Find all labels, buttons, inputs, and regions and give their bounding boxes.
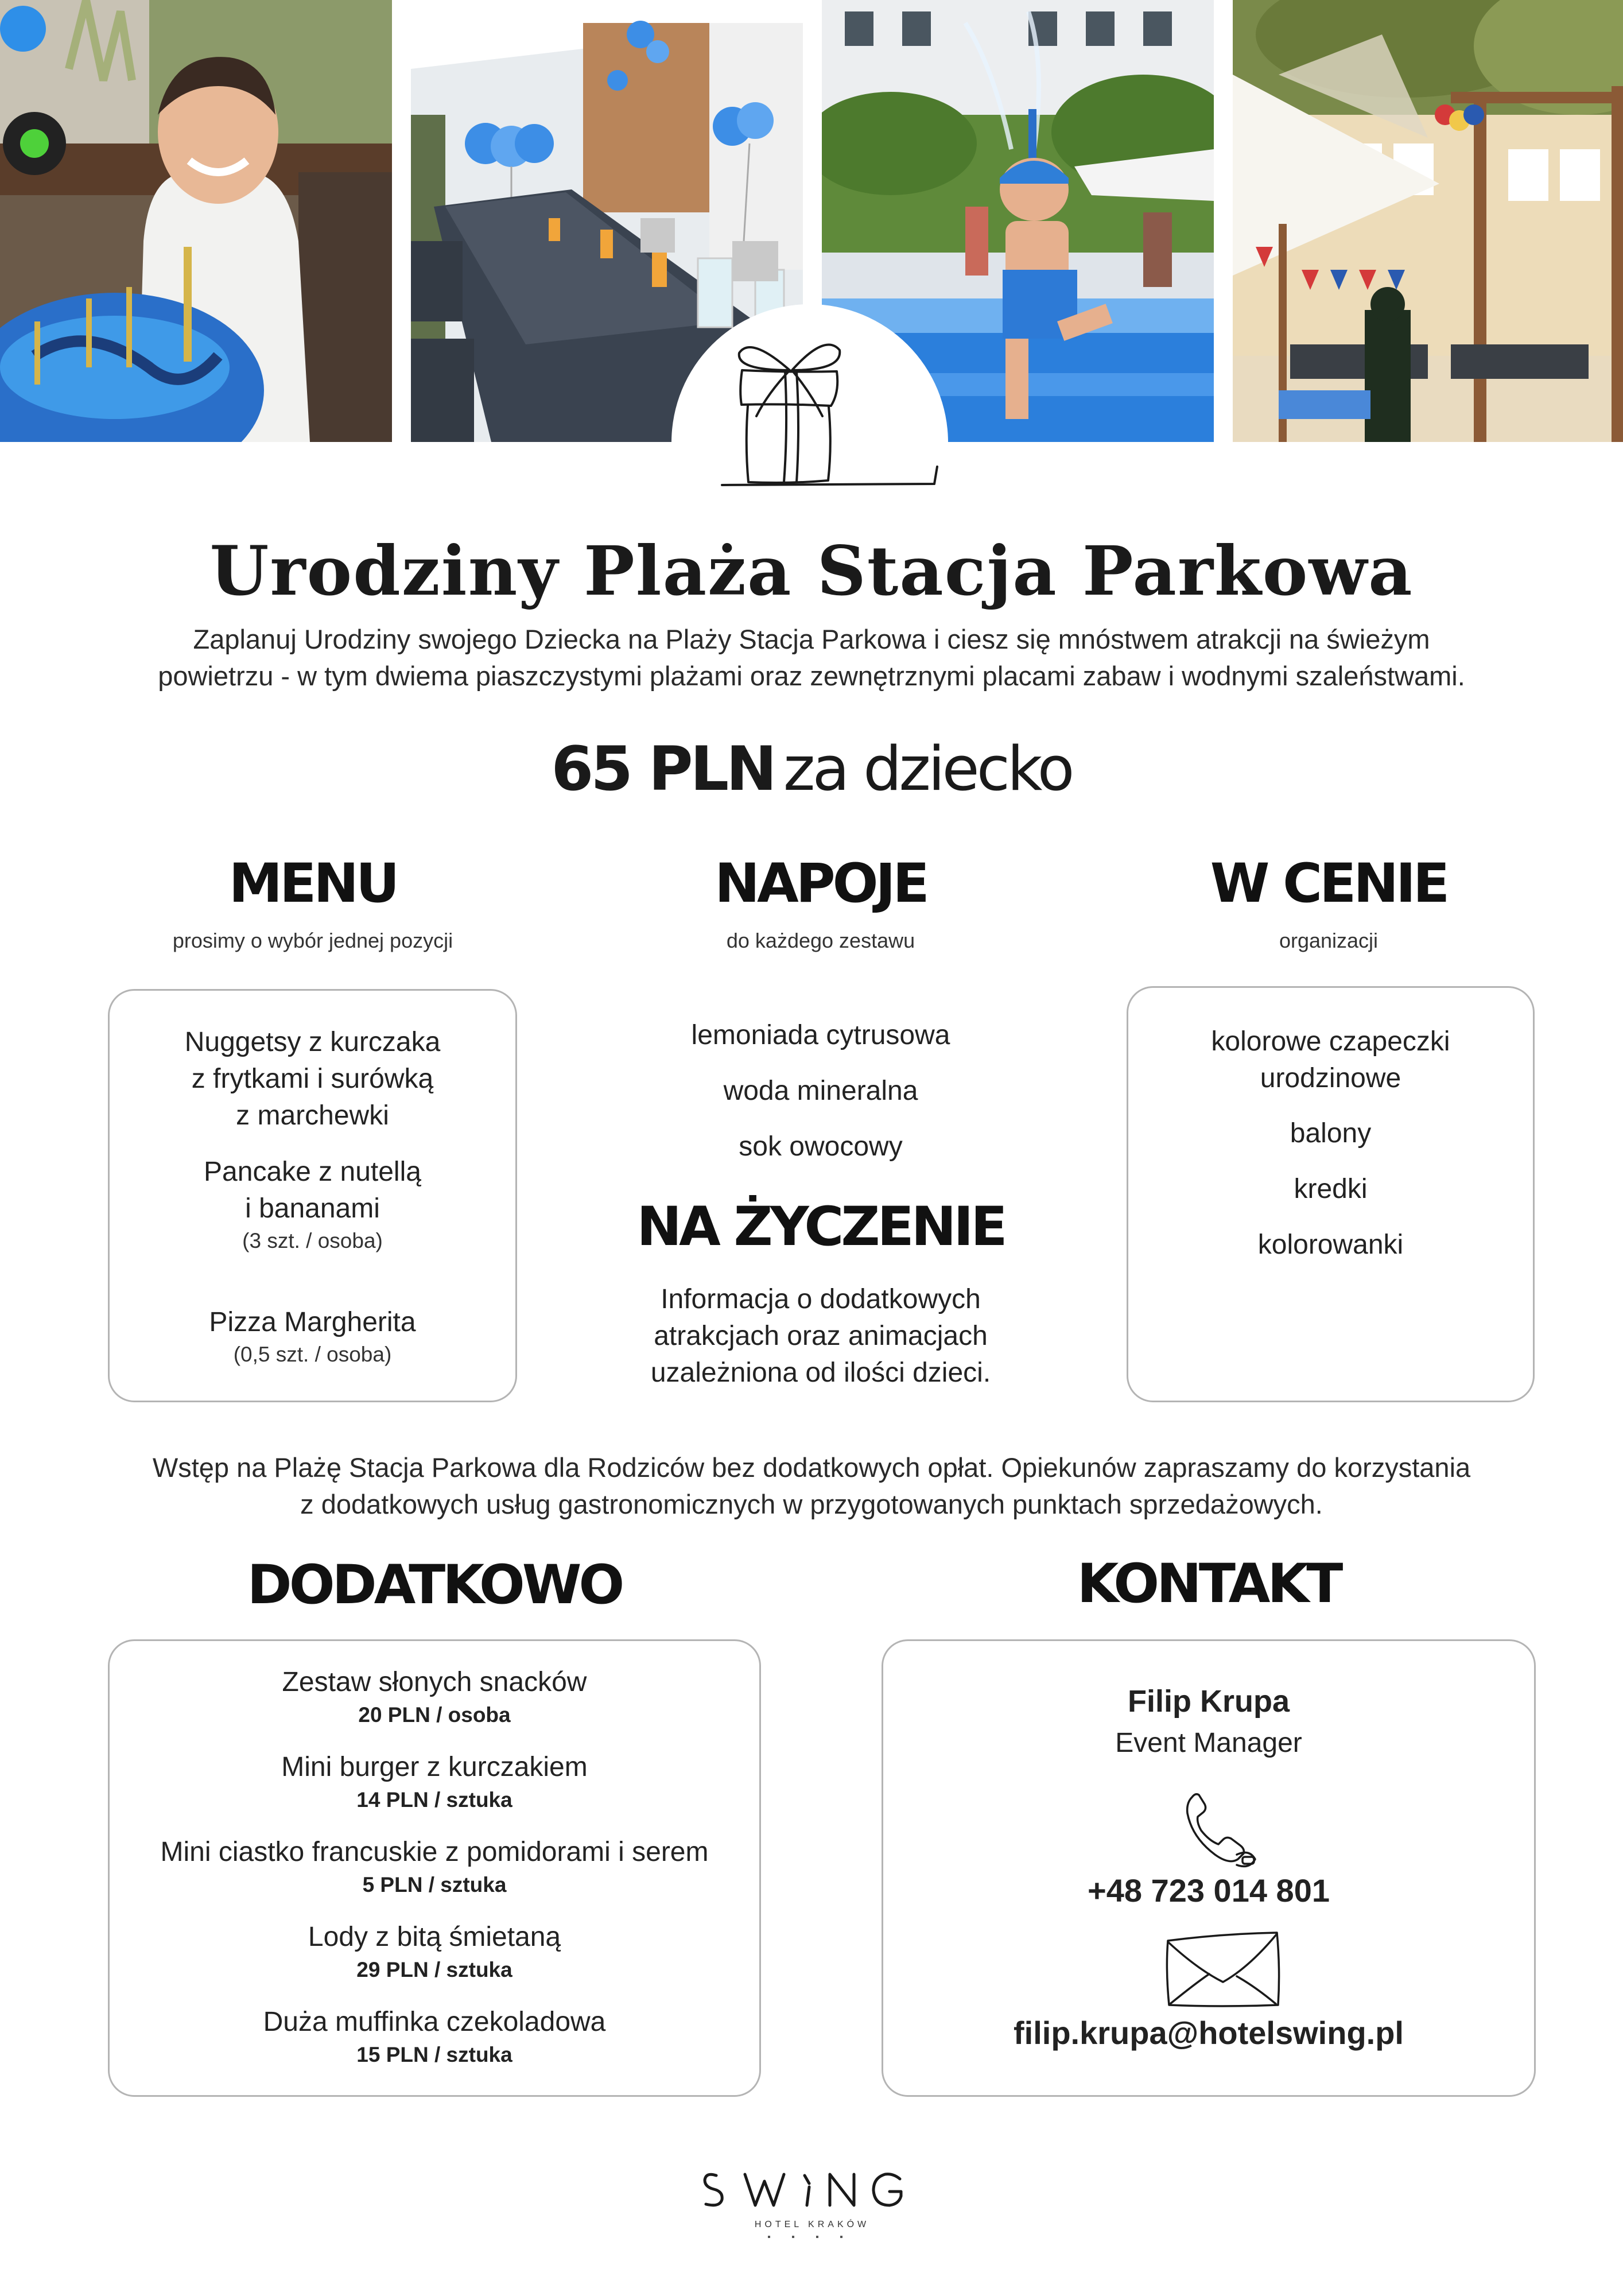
menu-item-nuggets xyxy=(110,1024,515,1134)
drink-item: sok owocowy xyxy=(739,1131,903,1162)
swing-hotel-logo xyxy=(700,2164,924,2262)
included-heading: W CENIE xyxy=(1210,852,1447,915)
extras-item-name: Zestaw słonych snacków xyxy=(282,1667,587,1697)
contact-email[interactable]: filip.krupa@hotelswing.pl xyxy=(1014,2015,1404,2051)
on-request-line: Informacja o dodatkowych xyxy=(661,1284,981,1314)
extras-item xyxy=(110,1664,759,1729)
included-box xyxy=(1127,986,1535,1402)
included-item-crayons: kredki xyxy=(1294,1174,1368,1204)
price-amount: 65 PLN xyxy=(551,734,774,804)
extras-item-price: 5 PLN / sztuka xyxy=(362,1873,507,1896)
extras-item-name: Mini ciastko francuskie z pomidorami i serem xyxy=(160,1837,709,1867)
gift-icon xyxy=(716,330,940,494)
contact-box xyxy=(882,1639,1536,2097)
extras-item-price: 14 PLN / sztuka xyxy=(356,1788,512,1812)
menu-item-pizza xyxy=(110,1304,515,1368)
included-item-balloons: balony xyxy=(1290,1118,1372,1149)
menu-item-note: (0,5 szt. / osoba) xyxy=(233,1343,392,1366)
menu-item-line: z marchewki xyxy=(236,1100,389,1131)
photo-boy-with-cake xyxy=(0,0,392,442)
extras-item-price: 15 PLN / sztuka xyxy=(356,2043,512,2066)
drink-item: lemoniada cytrusowa xyxy=(691,1020,950,1050)
extras-item xyxy=(110,1919,759,1984)
included-subheading: organizacji xyxy=(1279,929,1379,952)
included-item-line: urodzinowe xyxy=(1260,1063,1401,1093)
menu-item-line: Pizza Margherita xyxy=(209,1307,416,1337)
photo-sand-beach xyxy=(1233,0,1623,442)
extras-item xyxy=(110,1749,759,1814)
parents-note xyxy=(86,1449,1537,1523)
menu-item-line: Pancake z nutellą xyxy=(204,1157,421,1187)
extras-item xyxy=(110,2004,759,2069)
drink-item: woda mineralna xyxy=(723,1076,918,1106)
menu-item-line: Nuggetsy z kurczaka xyxy=(184,1027,441,1057)
extras-item xyxy=(110,1834,759,1899)
extras-heading: DODATKOWO xyxy=(247,1554,622,1616)
menu-item-line: i bananami xyxy=(245,1193,380,1224)
on-request-text xyxy=(591,1281,1050,1391)
contact-name: Filip Krupa xyxy=(1128,1684,1290,1719)
price-unit: za dziecko xyxy=(783,734,1072,804)
svg-text:HOTEL KRAKÓW: HOTEL KRAKÓW xyxy=(754,2220,870,2229)
menu-heading: MENU xyxy=(228,852,397,915)
contact-phone[interactable]: +48 723 014 801 xyxy=(1088,1872,1330,1909)
extras-item-name: Duża muffinka czekoladowa xyxy=(263,2007,606,2037)
menu-item-note: (3 szt. / osoba) xyxy=(242,1229,383,1252)
extras-box xyxy=(108,1639,761,2097)
included-item-coloring-books: kolorowanki xyxy=(1257,1230,1404,1260)
intro-line: powietrzu - w tym dwiema piaszczystymi plażami oraz zewnętrznymi placami zabaw i wodnymi szaleństwami. xyxy=(158,661,1465,691)
intro-line: Zaplanuj Urodziny swojego Dziecka na Plaży Stacja Parkowa i ciesz się mnóstwem atrakcji na świeżym xyxy=(193,624,1430,654)
drinks-heading: NAPOJE xyxy=(715,852,927,915)
menu-box xyxy=(108,989,517,1402)
extras-item-name: Mini burger z kurczakiem xyxy=(281,1752,588,1782)
intro-text xyxy=(86,621,1537,695)
price-per-child xyxy=(0,732,1623,806)
contact-heading: KONTAKT xyxy=(1077,1553,1341,1615)
on-request-line: atrakcjach oraz animacjach xyxy=(654,1321,988,1351)
envelope-icon xyxy=(1163,1929,1284,2010)
included-item-line: kolorowe czapeczki xyxy=(1211,1026,1450,1057)
drinks-subheading: do każdego zestawu xyxy=(726,929,915,952)
menu-item-pancake xyxy=(110,1154,515,1255)
phone-icon xyxy=(1175,1786,1261,1872)
menu-item-line: z frytkami i surówką xyxy=(191,1064,434,1094)
extras-item-price: 20 PLN / osoba xyxy=(358,1703,511,1727)
included-item-hats xyxy=(1128,1023,1533,1097)
on-request-heading: NA ŻYCZENIE xyxy=(636,1196,1005,1258)
page-title: Urodziny Plaża Stacja Parkowa xyxy=(209,531,1414,611)
extras-item-price: 29 PLN / sztuka xyxy=(356,1958,512,1981)
contact-role: Event Manager xyxy=(1115,1728,1302,1758)
note-line: z dodatkowych usług gastronomicznych w przygotowanych punktach sprzedażowych. xyxy=(300,1489,1323,1519)
menu-subheading: prosimy o wybór jednej pozycji xyxy=(172,929,453,952)
note-line: Wstęp na Plażę Stacja Parkowa dla Rodziców bez dodatkowych opłat. Opiekunów zapraszamy do korzystania xyxy=(152,1452,1471,1483)
extras-item-name: Lody z bitą śmietaną xyxy=(308,1922,561,1952)
on-request-line: uzależniona od ilości dzieci. xyxy=(650,1358,991,1388)
